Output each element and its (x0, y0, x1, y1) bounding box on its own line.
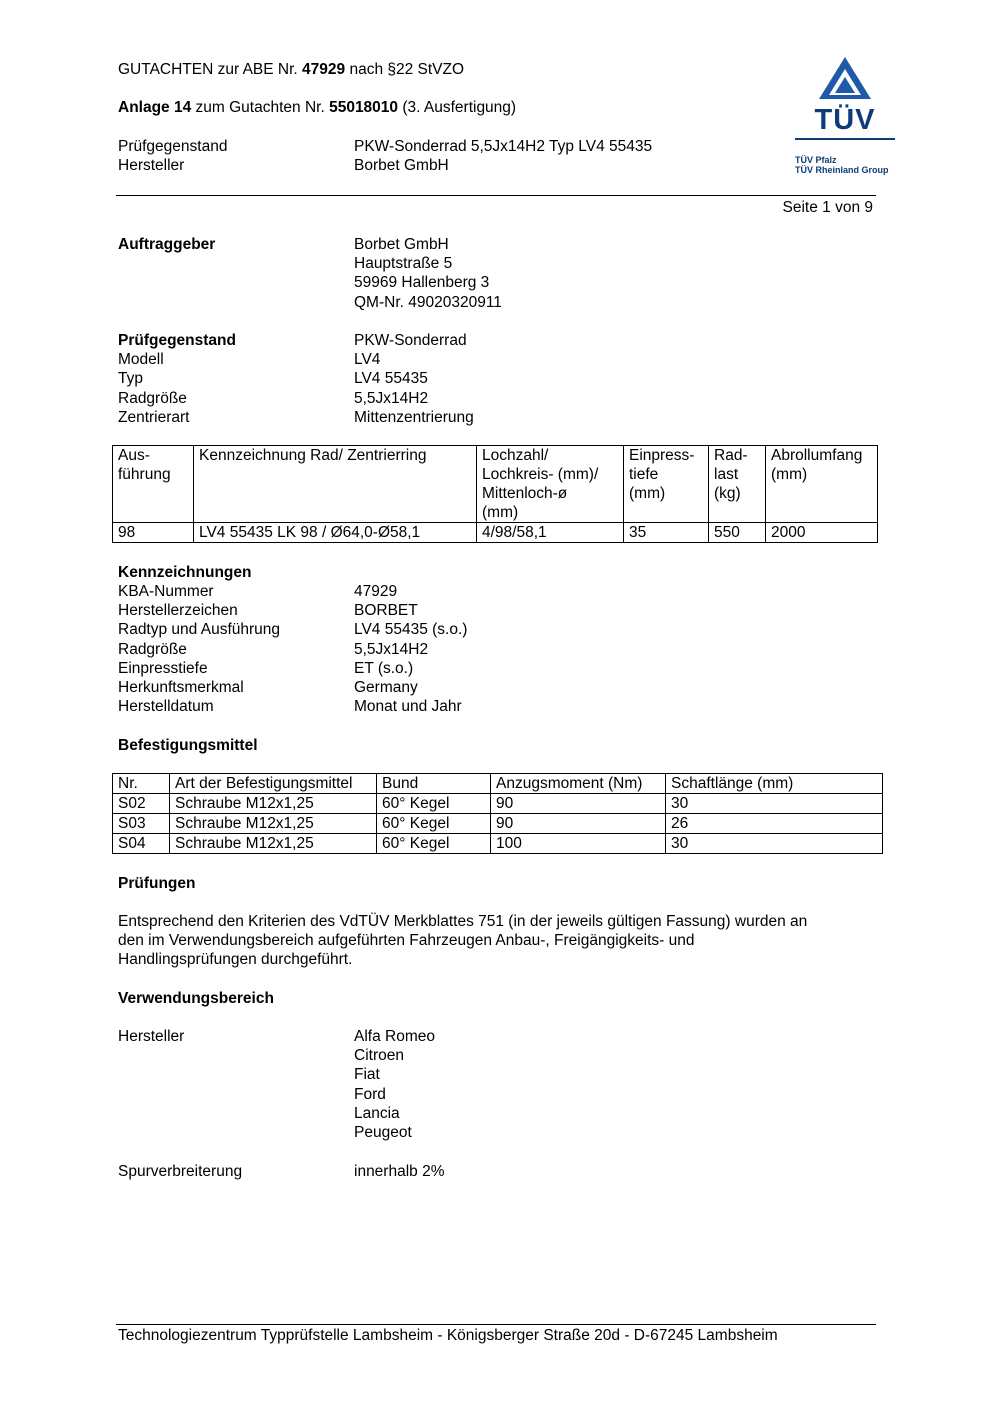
wheel-table (112, 445, 878, 543)
subject-value: LV4 (354, 351, 381, 369)
header-line: (mm) (629, 485, 666, 502)
header-line: Aus- (118, 447, 150, 464)
header-cell (709, 446, 766, 523)
client-line: Borbet GmbH (354, 236, 449, 253)
track-widening-label: Spurverbreiterung (118, 1163, 243, 1180)
header-cell: Schaftlänge (mm) (666, 774, 883, 794)
header-cell (113, 446, 194, 523)
header-subject-label: Prüfgegenstand (118, 138, 228, 155)
subject-values (354, 331, 474, 427)
table-cell: S04 (113, 834, 170, 854)
markings-title: Kennzeichnungen (118, 564, 252, 581)
header-subject-value: PKW-Sonderrad 5,5Jx14H2 Typ LV4 55435 (354, 138, 653, 155)
marking-label: Herkunftsmerkmal (118, 678, 244, 696)
header-cell: Anzugsmoment (Nm) (491, 774, 666, 794)
title-suffix: nach §22 StVZO (345, 61, 465, 78)
list-item: Citroen (354, 1047, 404, 1065)
header-line: (kg) (714, 485, 741, 502)
table-cell: 60° Kegel (377, 834, 491, 854)
table-cell: Schraube M12x1,25 (170, 834, 377, 854)
subject-label: Modell (118, 351, 164, 369)
marking-value: Germany (354, 678, 418, 696)
header-line: (mm) (771, 466, 808, 483)
list-item: Alfa Romeo (354, 1028, 435, 1045)
marking-label: Herstellerzeichen (118, 602, 238, 620)
table-cell: 98 (113, 523, 194, 543)
header-line: Einpress- (629, 447, 695, 464)
table-cell: 90 (491, 794, 666, 814)
header-manufacturer-value: Borbet GmbH (354, 157, 449, 174)
list-item: Lancia (354, 1104, 400, 1122)
table-cell: 26 (666, 814, 883, 834)
markings-values (354, 582, 467, 716)
paragraph-line: den im Verwendungsbereich aufgeführten Fahrzeugen Anbau-, Freigängigkeits- und (118, 932, 695, 950)
logo-bar (795, 138, 895, 140)
footer-divider (116, 1324, 876, 1325)
marking-label: Radtyp und Ausführung (118, 621, 281, 639)
header-line: führung (118, 466, 171, 483)
client-line: Hauptstraße 5 (354, 255, 453, 273)
tests-title: Prüfungen (118, 875, 196, 892)
page-number: Seite 1 von 9 (782, 199, 873, 216)
fasteners-title: Befestigungsmittel (118, 737, 258, 754)
markings-labels (118, 582, 280, 716)
marking-value: 5,5Jx14H2 (354, 640, 429, 658)
subject-value: Mittenzentrierung (354, 408, 474, 426)
fasteners-header (113, 774, 883, 794)
marking-label: KBA-Nummer (118, 583, 214, 600)
paragraph-line: Handlingsprüfungen durchgeführt. (118, 951, 353, 969)
list-item: Peugeot (354, 1123, 412, 1141)
header-line: Kennzeichnung Rad/ Zentrierring (199, 447, 427, 464)
header-line: Lochzahl/ (482, 447, 549, 464)
table-cell: 60° Kegel (377, 794, 491, 814)
list-item: Ford (354, 1085, 386, 1103)
paragraph-line: Entsprechend den Kriterien des VdTÜV Merkblattes 751 (in der jeweils gültigen Fassung) wurden an (118, 913, 808, 930)
table-row (113, 794, 883, 814)
logo-line-1: TÜV Pfalz (795, 155, 837, 165)
wheel-table-header (113, 446, 878, 523)
header-cell (477, 446, 624, 523)
annex-mid: zum Gutachten Nr. (191, 99, 330, 116)
subject-label: Zentrierart (118, 408, 190, 426)
table-row (113, 834, 883, 854)
annex-line (118, 98, 516, 117)
marking-label: Herstelldatum (118, 698, 214, 716)
subject-labels (118, 331, 236, 427)
header-line: Lochkreis- (mm)/ (482, 466, 599, 483)
header-divider (116, 195, 876, 196)
header-manufacturer-label: Hersteller (118, 157, 185, 174)
header-line: last (714, 466, 739, 483)
subject-label: Prüfgegenstand (118, 332, 236, 349)
logo-line-2: TÜV Rheinland Group (795, 165, 889, 175)
footer-text: Technologiezentrum Typprüfstelle Lambsheim - Königsberger Straße 20d - D-67245 Lambsheim (118, 1327, 778, 1344)
header-cell (624, 446, 709, 523)
table-cell: 30 (666, 794, 883, 814)
table-cell: 2000 (766, 523, 878, 543)
subject-label: Radgröße (118, 389, 187, 407)
header-cell (194, 446, 477, 523)
table-cell: Schraube M12x1,25 (170, 794, 377, 814)
marking-value: ET (s.o.) (354, 659, 414, 677)
client-line: 59969 Hallenberg 3 (354, 274, 490, 292)
marking-label: Einpresstiefe (118, 659, 208, 677)
scope-manufacturer-list (354, 1027, 435, 1142)
header-line: Rad- (714, 447, 748, 464)
annex-number: Anlage 14 (118, 99, 192, 116)
header-cell: Bund (377, 774, 491, 794)
marking-value: Monat und Jahr (354, 698, 462, 716)
table-cell: LV4 55435 LK 98 / Ø64,0-Ø58,1 (194, 523, 477, 543)
header-line: tiefe (629, 466, 659, 483)
table-cell: 90 (491, 814, 666, 834)
track-widening-value: innerhalb 2% (354, 1163, 445, 1180)
header-cell: Art der Befestigungsmittel (170, 774, 377, 794)
header-cell: Nr. (113, 774, 170, 794)
subject-value: PKW-Sonderrad (354, 332, 467, 349)
client-label: Auftraggeber (118, 236, 216, 253)
table-cell: 4/98/58,1 (477, 523, 624, 543)
marking-label: Radgröße (118, 640, 187, 658)
triangle-icon (793, 55, 897, 105)
abe-number: 47929 (302, 61, 346, 78)
scope-manufacturer-label: Hersteller (118, 1028, 185, 1045)
marking-value: BORBET (354, 602, 418, 620)
table-cell: 100 (491, 834, 666, 854)
marking-value: LV4 55435 (s.o.) (354, 621, 468, 639)
copy-note: (3. Ausfertigung) (398, 99, 517, 116)
marking-value: 47929 (354, 583, 398, 600)
client-address (354, 235, 502, 312)
table-cell: 60° Kegel (377, 814, 491, 834)
client-line: QM-Nr. 49020320911 (354, 293, 502, 311)
table-cell: 30 (666, 834, 883, 854)
logo-word: TÜV (814, 104, 876, 136)
tests-paragraph (118, 912, 807, 970)
subject-value: 5,5Jx14H2 (354, 389, 429, 407)
header-line: (mm) (482, 504, 519, 521)
report-number: 55018010 (329, 99, 399, 116)
header-cell (766, 446, 878, 523)
report-title (118, 60, 464, 79)
list-item: Fiat (354, 1066, 380, 1084)
subject-value: LV4 55435 (354, 370, 428, 388)
subject-label: Typ (118, 370, 143, 388)
tuev-logo (793, 55, 897, 177)
fasteners-table (112, 773, 883, 854)
table-cell: S02 (113, 794, 170, 814)
table-cell: 35 (624, 523, 709, 543)
scope-title: Verwendungsbereich (118, 990, 274, 1007)
table-row (113, 814, 883, 834)
table-cell: Schraube M12x1,25 (170, 814, 377, 834)
table-cell: S03 (113, 814, 170, 834)
header-line: Abrollumfang (771, 447, 863, 464)
header-line: Mittenloch-ø (482, 485, 568, 502)
title-prefix: GUTACHTEN zur ABE Nr. (118, 61, 303, 78)
table-row (113, 523, 878, 543)
table-cell: 550 (709, 523, 766, 543)
